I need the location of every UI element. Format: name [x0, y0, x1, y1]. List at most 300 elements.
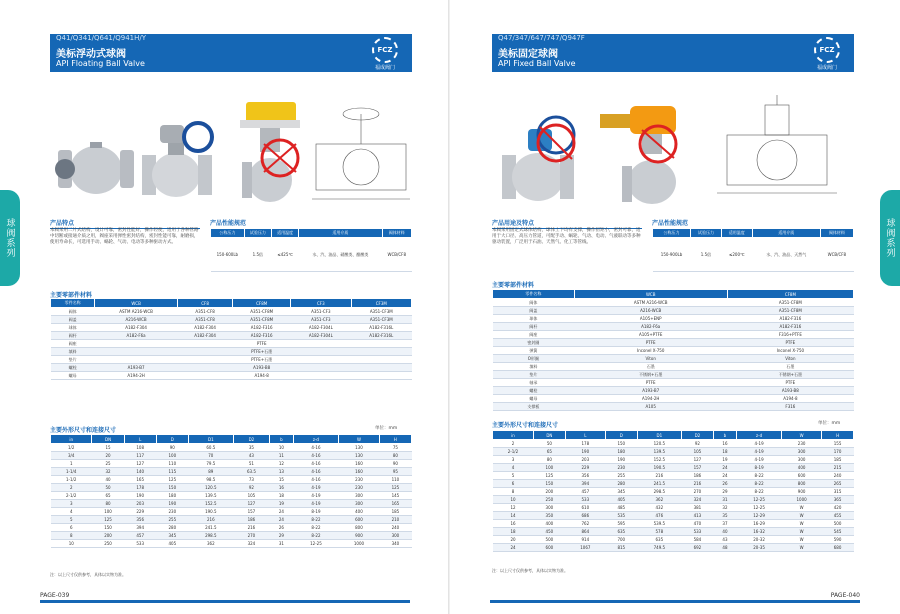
table-row [51, 340, 412, 348]
dimension-cell: 65 [533, 448, 565, 456]
dimension-header-cell: W [339, 435, 380, 444]
table-row [51, 348, 412, 356]
valve-photo-gear-operated [502, 117, 574, 201]
dimension-cell: 4-16 [293, 444, 338, 452]
dimension-cell: 92 [233, 484, 269, 492]
dimension-cell: 12 [493, 504, 534, 512]
dimension-cell: 250 [533, 496, 565, 504]
dimension-cell: 535 [605, 512, 637, 520]
dimension-cell: 18 [493, 528, 534, 536]
spec-header-cell: 适用介质 [752, 229, 820, 238]
dimension-cell: 241.5 [637, 480, 681, 488]
dimension-cell: 127 [682, 456, 714, 464]
material-cell: F316 [727, 403, 853, 411]
dimension-cell: 185 [379, 508, 411, 516]
dimension-cell: 350 [533, 512, 565, 520]
material-cell: A182-F6a [574, 323, 727, 331]
material-cell: A182-F316 [233, 324, 291, 332]
dimension-cell: 50 [92, 484, 124, 492]
dimension-cell: 8-22 [737, 480, 782, 488]
footer-bar [40, 600, 410, 603]
dimension-cell: 75 [379, 444, 411, 452]
dimension-cell: 394 [124, 524, 156, 532]
dimension-cell: 157 [682, 464, 714, 472]
dimension-cell: 12-25 [737, 504, 782, 512]
material-cell: A351-CF3M [351, 316, 411, 324]
dimension-cell: 4-16 [293, 460, 338, 468]
material-cell [95, 340, 178, 348]
dimension-cell: 300 [339, 500, 380, 508]
material-cell: 阀杆 [51, 332, 95, 340]
dimension-cell: 35 [233, 444, 269, 452]
material-cell: 螺栓 [493, 387, 575, 395]
dimension-cell: 152.5 [637, 456, 681, 464]
dimension-cell: 300 [782, 456, 822, 464]
dimension-cell: 405 [605, 496, 637, 504]
dimension-cell: 255 [156, 516, 188, 524]
table-row [51, 492, 412, 500]
material-cell: 阀座 [493, 331, 575, 339]
dimension-cell: 37 [713, 520, 736, 528]
table-row [493, 347, 854, 355]
material-cell: 阀盖 [493, 307, 575, 315]
dimension-cell: 139.5 [188, 492, 233, 500]
dimension-cell: 420 [822, 504, 854, 512]
dimension-cell: 578 [637, 528, 681, 536]
material-cell: PTFE [574, 379, 727, 387]
page-number: PAGE-040 [830, 592, 860, 599]
dimension-cell: 6 [493, 480, 534, 488]
dimension-header-cell: b [270, 435, 294, 444]
dimension-cell: 19 [270, 500, 294, 508]
dimension-cell: 300 [379, 532, 411, 540]
dimension-cell: 12-25 [737, 496, 782, 504]
spec-header-cell: 公称压力 [211, 229, 245, 238]
material-cell [95, 348, 178, 356]
dimension-cell: 230 [339, 476, 380, 484]
dimension-cell: 230 [156, 508, 188, 516]
table-row [51, 516, 412, 524]
table-row [51, 540, 412, 548]
dimension-cell: 539.5 [637, 520, 681, 528]
dimension-cell: 32 [713, 504, 736, 512]
table-row [493, 480, 854, 488]
material-cell: 石墨 [574, 363, 727, 371]
dimension-cell: 635 [637, 536, 681, 544]
spec-header-cell: 适用介质 [299, 229, 382, 238]
side-tab: 球阀系列 [0, 190, 20, 286]
dimension-header-cell: L [565, 431, 605, 440]
dimension-cell: 216 [637, 472, 681, 480]
material-cell: 填料 [493, 363, 575, 371]
material-cell: 阀体 [493, 299, 575, 307]
dimension-cell: W [782, 504, 822, 512]
dimension-cell: 3 [493, 456, 534, 464]
dimension-cell: 457 [565, 488, 605, 496]
dimension-cell: 92 [682, 440, 714, 448]
spec-header-cell: 试验压力 [244, 229, 271, 238]
dimension-cell: 25 [92, 460, 124, 468]
material-cell: A193-B7 [574, 387, 727, 395]
dimension-cell: 4-19 [737, 448, 782, 456]
dimension-cell: 16 [270, 484, 294, 492]
dimension-cell: 255 [605, 472, 637, 480]
dimension-cell: 5 [51, 516, 92, 524]
table-row [493, 512, 854, 520]
dimension-cell: 115 [156, 468, 188, 476]
dimension-header-cell: z-d [293, 435, 338, 444]
material-cell: O形圈 [493, 355, 575, 363]
dimension-cell: 80 [92, 500, 124, 508]
dimension-cell: 394 [565, 480, 605, 488]
material-cell: A182-F316L [351, 332, 411, 340]
dimension-cell: 457 [124, 532, 156, 540]
dimension-cell: 298.5 [188, 532, 233, 540]
spec-cell: 1.5倍 [691, 238, 722, 272]
dimension-cell: 356 [565, 472, 605, 480]
material-cell: 螺栓 [51, 364, 95, 372]
material-cell: A105 [574, 403, 727, 411]
table-row [51, 316, 412, 324]
spec-cell: ≤425℃ [272, 238, 299, 272]
dimension-cell: 10 [270, 444, 294, 452]
table-row [493, 504, 854, 512]
dimension-cell: 12-25 [293, 540, 338, 548]
dimension-cell: 98.5 [188, 476, 233, 484]
valve-photo-flanged [55, 142, 134, 194]
dimension-cell: 340 [379, 540, 411, 548]
material-cell: PTFE [233, 340, 291, 348]
dimension-cell: 300 [339, 492, 380, 500]
material-header-cell: CF8 [177, 299, 232, 308]
material-cell: A194-8 [233, 372, 291, 380]
dimension-cell: 130 [339, 444, 380, 452]
dimension-cell: 51 [233, 460, 269, 468]
dimension-cell: 356 [124, 516, 156, 524]
right-page [450, 0, 900, 614]
dimension-cell: 8-19 [737, 464, 782, 472]
dimension-cell: 230 [339, 484, 380, 492]
dimension-cell: 16-32 [737, 528, 782, 536]
material-cell: 阀体 [51, 308, 95, 316]
table-row [493, 488, 854, 496]
table-row [493, 323, 854, 331]
dimension-cell: 3/4 [51, 452, 92, 460]
material-cell: 石墨 [727, 363, 853, 371]
material-cell [177, 348, 232, 356]
dimension-cell: 186 [682, 472, 714, 480]
dimension-cell: 6 [51, 524, 92, 532]
material-table [50, 298, 412, 380]
dimension-cell: 157 [233, 508, 269, 516]
dimension-cell: 190.5 [637, 464, 681, 472]
material-cell [351, 356, 411, 364]
dimension-cell: 210 [379, 516, 411, 524]
table-row [493, 544, 854, 552]
dimension-header-cell: z-d [737, 431, 782, 440]
unit-label: 单位：mm [375, 426, 398, 431]
table-row [493, 456, 854, 464]
dimension-cell: 20 [92, 452, 124, 460]
dimension-cell: 150 [605, 440, 637, 448]
dimension-cell: 20 [493, 536, 534, 544]
table-row [51, 356, 412, 364]
material-cell: A182-F304L [291, 324, 351, 332]
dimension-cell: 533 [682, 528, 714, 536]
dimension-cell: 545 [822, 528, 854, 536]
material-header-cell: WCB [574, 290, 727, 299]
dimension-cell: 2-1/2 [493, 448, 534, 456]
dimension-cell: 152.5 [188, 500, 233, 508]
valve-photo-pneumatic [600, 106, 676, 204]
material-cell: A182-F316 [727, 315, 853, 323]
dimension-cell: 200 [533, 488, 565, 496]
material-cell: 阀盖 [51, 316, 95, 324]
dimension-cell: 280 [156, 524, 188, 532]
material-cell [351, 372, 411, 380]
dimension-cell: W [782, 512, 822, 520]
material-cell: 轴承 [493, 379, 575, 387]
table-row [51, 364, 412, 372]
dimension-header-cell: D1 [188, 435, 233, 444]
company-logo: FCZ 福成阀门 [812, 37, 842, 69]
dimension-cell: 24 [713, 472, 736, 480]
dimension-cell: 100 [92, 508, 124, 516]
dimension-cell: 450 [533, 528, 565, 536]
table-row [51, 332, 412, 340]
dimension-cell: 362 [637, 496, 681, 504]
material-cell: 阀杆 [493, 323, 575, 331]
dimension-cell: 12 [270, 460, 294, 468]
dimension-cell: 10 [51, 540, 92, 548]
dimension-cell: 432 [637, 504, 681, 512]
model-number: Q47/347/647/747/Q947F [498, 34, 585, 42]
dimension-cell: 533 [565, 496, 605, 504]
dimension-header-cell: in [493, 431, 534, 440]
table-row [51, 508, 412, 516]
material-cell: A182-F304 [177, 324, 232, 332]
table-row [493, 520, 854, 528]
material-cell [351, 348, 411, 356]
table-row [493, 307, 854, 315]
table-row [51, 484, 412, 492]
dimension-cell: 749.5 [637, 544, 681, 552]
dimension-cell: 203 [565, 456, 605, 464]
material-cell: A182-F6a [95, 332, 178, 340]
dimension-cell: 24 [493, 544, 534, 552]
dimension-cell: 4-19 [737, 456, 782, 464]
feature-title: 产品特点 [50, 218, 200, 229]
dimension-cell: 8-22 [737, 472, 782, 480]
table-row [493, 315, 854, 323]
dimension-cell: 1-1/4 [51, 468, 92, 476]
dimension-cell: 4 [493, 464, 534, 472]
table-row [51, 460, 412, 468]
gear-logo-icon: FCZ [814, 37, 840, 63]
dimension-cell: 345 [156, 532, 188, 540]
dimension-cell: 600 [782, 472, 822, 480]
dimension-cell: 165 [124, 476, 156, 484]
dimension-cell: 48 [713, 544, 736, 552]
dimension-cell: 216 [682, 480, 714, 488]
dimension-cell: 160 [339, 460, 380, 468]
material-table [492, 289, 854, 411]
dimension-cell: 89 [188, 468, 233, 476]
spec-table [210, 228, 412, 272]
model-number: Q41/Q341/Q641/Q941H/Y [56, 34, 147, 42]
table-row [51, 468, 412, 476]
valve-photo-gear-operated [142, 123, 212, 197]
feature-title: 产品用途及特点 [492, 218, 642, 229]
spec-title: 产品性能规范 [210, 218, 412, 229]
dimension-cell: 24 [270, 508, 294, 516]
dimension-cell: 800 [339, 524, 380, 532]
dimension-cell: 117 [124, 452, 156, 460]
dimension-cell: 864 [565, 528, 605, 536]
dimension-cell: 10 [493, 496, 534, 504]
table-row [493, 339, 854, 347]
dimension-cell: 635 [605, 528, 637, 536]
dimension-cell: 79.5 [188, 460, 233, 468]
dimension-cell: 455 [822, 512, 854, 520]
material-cell: Inconel X-750 [727, 347, 853, 355]
material-cell: 不锈钢+石墨 [727, 371, 853, 379]
dimension-cell: 200 [92, 532, 124, 540]
dimension-cell: 700 [605, 536, 637, 544]
spec-cell: ≤200℃ [721, 238, 752, 272]
spec-header-cell: 公称压力 [653, 229, 691, 238]
dimension-cell: 31 [713, 496, 736, 504]
dimension-cell: 500 [533, 536, 565, 544]
material-cell: Viton [727, 355, 853, 363]
material-cell: Inconel X-750 [574, 347, 727, 355]
material-cell: PTFE+石墨 [233, 348, 291, 356]
dimension-cell: 8-22 [293, 516, 338, 524]
dimension-cell: 73 [233, 476, 269, 484]
spec-cell: 水、汽、油品、天然气 [752, 238, 820, 272]
dimension-header-cell: L [124, 435, 156, 444]
table-row [51, 532, 412, 540]
dimension-cell: 914 [565, 536, 605, 544]
dimension-cell: W [782, 536, 822, 544]
dimension-cell: 686 [565, 512, 605, 520]
material-cell: ASTM A216-WCB [95, 308, 178, 316]
title-cn: 美标固定球阀 [498, 49, 558, 60]
material-cell: A193-B8 [727, 387, 853, 395]
dimension-cell: 180 [156, 492, 188, 500]
dimension-cell: 24 [713, 464, 736, 472]
dimension-cell: 100 [156, 452, 188, 460]
dimension-cell: 11 [270, 452, 294, 460]
material-cell: F316+PTFE [727, 331, 853, 339]
dimension-cell: 1 [51, 460, 92, 468]
dimension-cell: 1000 [782, 496, 822, 504]
dimension-cell: 32 [92, 468, 124, 476]
valve-drawing [717, 95, 837, 193]
table-row [493, 464, 854, 472]
dimension-cell: 139.5 [637, 448, 681, 456]
dimension-cell: 178 [565, 440, 605, 448]
dimension-cell: W [782, 544, 822, 552]
dimension-cell: 13 [270, 468, 294, 476]
dimension-cell: 280 [605, 480, 637, 488]
material-cell: A193-B7 [95, 364, 178, 372]
spec-header-cell: 适用温度 [272, 229, 299, 238]
dimension-cell: 150 [92, 524, 124, 532]
material-cell: 不锈钢+石墨 [574, 371, 727, 379]
dimension-cell: 16-29 [737, 520, 782, 528]
dimension-cell: 405 [156, 540, 188, 548]
dimension-cell: 120.5 [188, 484, 233, 492]
dimension-cell: 29 [270, 532, 294, 540]
table-row [493, 371, 854, 379]
dimension-header-cell: D [156, 435, 188, 444]
dimension-cell: 105 [233, 492, 269, 500]
material-header-cell: WCB [95, 299, 178, 308]
material-header-cell: 零件名称 [493, 290, 575, 299]
unit-label: 单位：mm [818, 421, 841, 426]
material-cell [351, 364, 411, 372]
material-cell: A351-CF8 [177, 308, 232, 316]
dimension-header-cell: D [605, 431, 637, 440]
dimension-cell: 470 [682, 520, 714, 528]
table-row [493, 299, 854, 307]
material-cell: 垫片 [493, 371, 575, 379]
material-cell: PTFE [727, 339, 853, 347]
table-row [493, 472, 854, 480]
dimension-cell: 4 [51, 508, 92, 516]
dimension-cell: 4-19 [737, 440, 782, 448]
material-cell: A182-F316 [727, 323, 853, 331]
dimension-cell: 125 [92, 516, 124, 524]
dimension-cell: 16 [713, 440, 736, 448]
spec-header-cell: 适用温度 [721, 229, 752, 238]
dimension-cell: W [782, 528, 822, 536]
dimension-cell: 4-19 [293, 484, 338, 492]
page-number: PAGE-039 [40, 592, 70, 599]
material-cell: 球体 [493, 315, 575, 323]
dimension-cell: 165 [379, 500, 411, 508]
table-row [493, 496, 854, 504]
table-row [493, 403, 854, 411]
feature-text: 本阀采用固定式球体结构，球体上下均有支撑，操作扭矩小，密封可靠，适用于大口径、高压力管道，可配手动、蜗轮、气动、电动、气液联动等多种驱动装置，广泛用于石油、天然气、化工等管线。 [492, 228, 641, 245]
dimension-cell: 381 [682, 504, 714, 512]
dimension-cell: 40 [713, 528, 736, 536]
dimension-cell: 108 [124, 444, 156, 452]
dimension-cell: 43 [233, 452, 269, 460]
dimension-cell: 230 [605, 464, 637, 472]
dimension-cell: 80 [379, 452, 411, 460]
dimension-cell: 8-22 [737, 488, 782, 496]
material-cell: A182-F304 [95, 324, 178, 332]
table-note: 注：以上尺寸仅供参考，具体以实物为准。 [50, 572, 126, 577]
dimension-cell: 762 [565, 520, 605, 528]
dimension-cell: 14 [493, 512, 534, 520]
dimension-cell: 127 [124, 460, 156, 468]
spec-title: 产品性能规范 [652, 218, 854, 229]
table-note: 注：以上尺寸仅供参考，具体以实物为准。 [492, 568, 568, 573]
dimension-cell: 186 [233, 516, 269, 524]
dimension-cell: 145 [379, 492, 411, 500]
spec-header-cell: 阀体材料 [382, 229, 411, 238]
table-row [493, 363, 854, 371]
dimension-cell: 4-16 [293, 468, 338, 476]
dimension-cell: 8-22 [293, 532, 338, 540]
dimension-cell: 60.5 [188, 444, 233, 452]
material-cell [95, 356, 178, 364]
material-cell: A182-F304L [291, 332, 351, 340]
product-photos [492, 95, 854, 210]
